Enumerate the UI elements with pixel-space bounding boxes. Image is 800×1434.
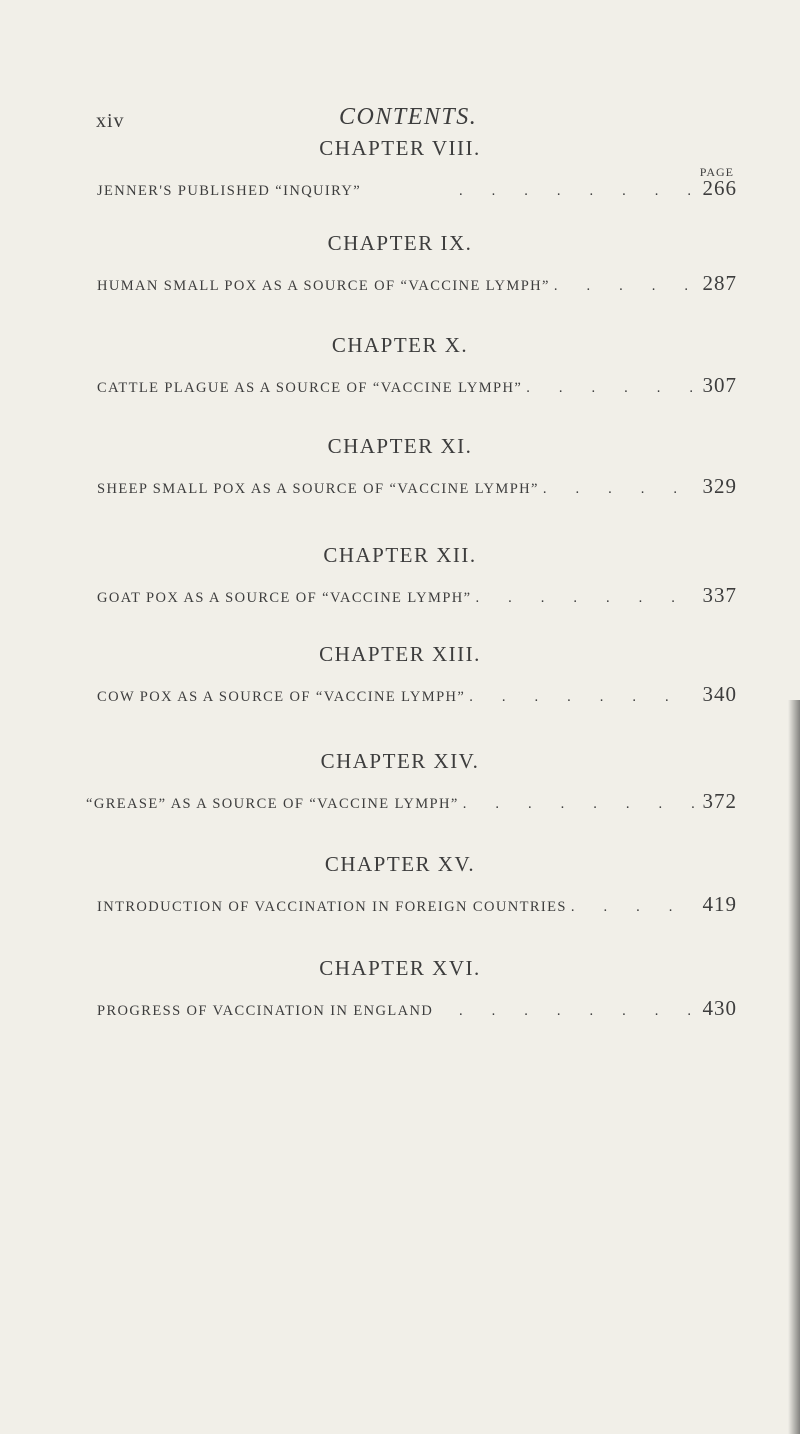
- page-number: 266: [702, 176, 737, 200]
- toc-entry: [97, 892, 737, 917]
- toc-entry: [97, 373, 737, 398]
- dot-leader: [361, 183, 695, 200]
- chapter-title: COW POX AS A SOURCE OF “VACCINE LYMPH”: [97, 689, 466, 705]
- dot-leader: [459, 796, 695, 813]
- page-number: 307: [702, 373, 737, 397]
- chapter-heading: CHAPTER XV.: [324, 852, 476, 876]
- chapter-title: CATTLE PLAGUE AS A SOURCE OF “VACCINE LYMPH”: [97, 380, 523, 396]
- page-folio: xiv: [96, 110, 125, 132]
- toc-entry: [97, 474, 737, 499]
- chapter-title: HUMAN SMALL POX AS A SOURCE OF “VACCINE LYMPH”: [97, 278, 550, 294]
- toc-entry: [97, 583, 737, 608]
- chapter-heading: CHAPTER XIII.: [319, 642, 481, 666]
- toc-entry: [86, 789, 737, 814]
- toc-entry: [97, 176, 737, 201]
- page-number: 337: [702, 583, 737, 607]
- page-edge-shadow: [788, 700, 800, 1434]
- chapter-heading: CHAPTER VIII.: [319, 136, 481, 160]
- dot-leader: [567, 899, 695, 916]
- page-number: 287: [702, 271, 737, 295]
- chapter-heading: CHAPTER XVI.: [319, 956, 481, 980]
- dot-leader: [539, 481, 695, 498]
- chapter-title: “GREASE” AS A SOURCE OF “VACCINE LYMPH”: [86, 796, 459, 812]
- dot-leader: [550, 278, 695, 295]
- dot-leader: [433, 1003, 695, 1020]
- chapter-heading: CHAPTER XII.: [323, 543, 477, 567]
- toc-entry: [97, 996, 737, 1021]
- running-title: CONTENTS.: [339, 104, 478, 130]
- toc-entry: [97, 271, 737, 296]
- chapter-heading: CHAPTER IX.: [327, 231, 473, 255]
- dot-leader: [465, 689, 695, 706]
- page-number: 372: [702, 789, 737, 813]
- page-number: 419: [702, 892, 737, 916]
- dot-leader: [522, 380, 695, 397]
- chapter-title: JENNER'S PUBLISHED “INQUIRY”: [97, 183, 362, 199]
- page-column-label: PAGE: [699, 165, 734, 179]
- chapter-heading: CHAPTER XIV.: [320, 749, 480, 773]
- chapter-heading: CHAPTER X.: [331, 333, 469, 357]
- page-number: 430: [702, 996, 737, 1020]
- chapter-heading: CHAPTER XI.: [327, 434, 473, 458]
- page-number: 329: [702, 474, 737, 498]
- chapter-title: PROGRESS OF VACCINATION IN ENGLAND: [97, 1003, 434, 1019]
- chapter-title: INTRODUCTION OF VACCINATION IN FOREIGN COUNTRIES: [97, 899, 567, 915]
- page-number: 340: [702, 682, 737, 706]
- toc-entry: [97, 682, 737, 707]
- chapter-title: GOAT POX AS A SOURCE OF “VACCINE LYMPH”: [97, 590, 472, 606]
- dot-leader: [472, 590, 696, 607]
- chapter-title: SHEEP SMALL POX AS A SOURCE OF “VACCINE LYMPH”: [97, 481, 539, 497]
